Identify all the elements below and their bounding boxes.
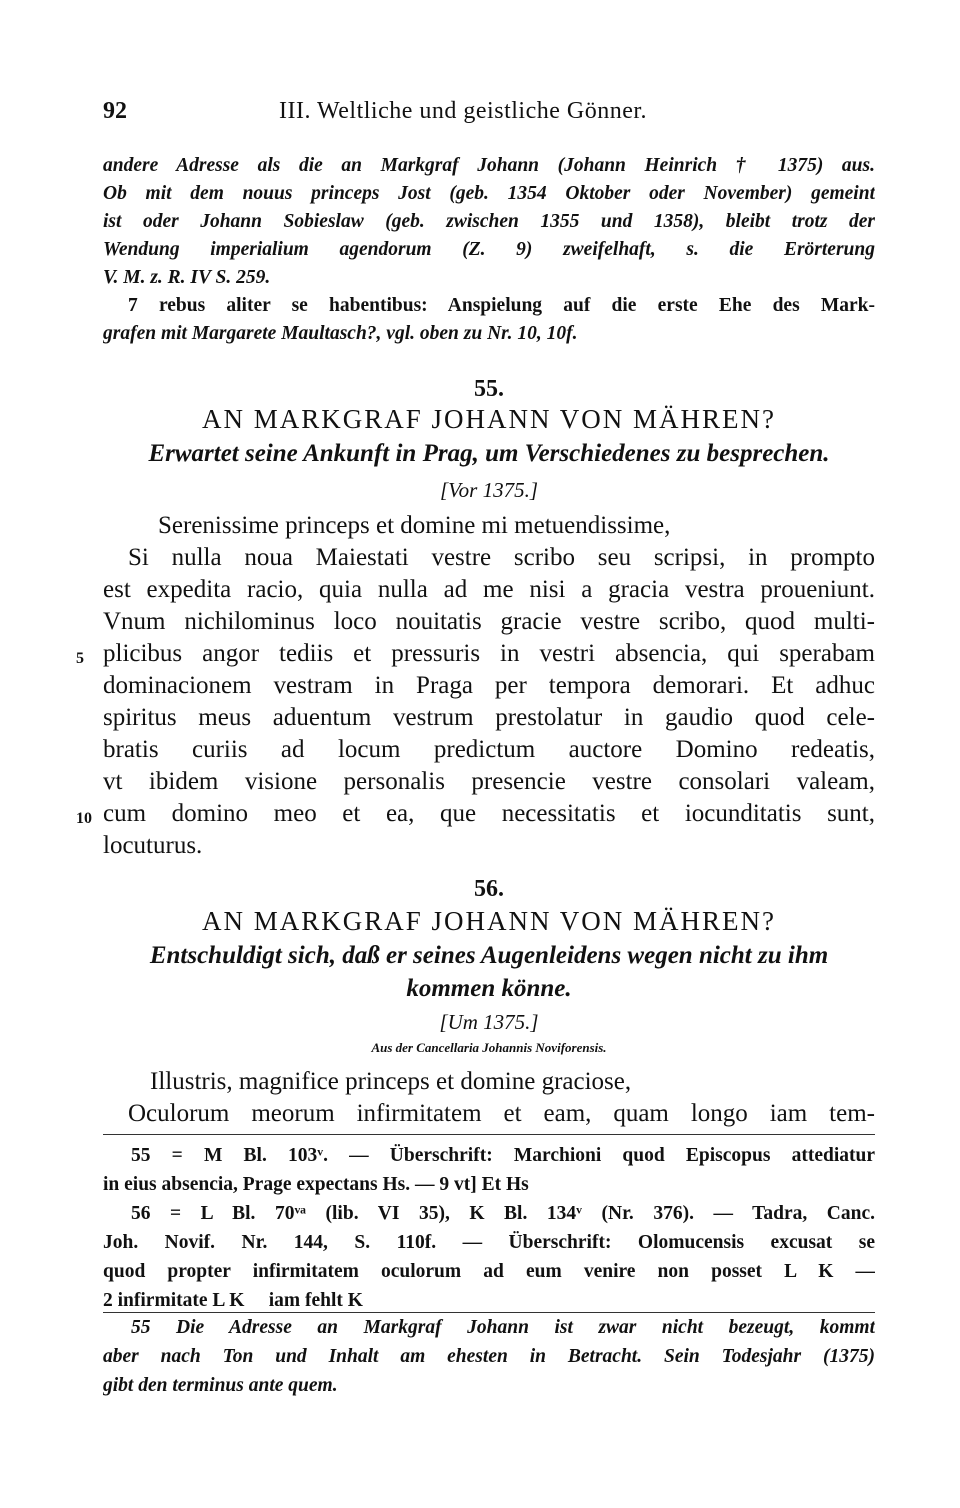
text-line: locuturus. <box>103 832 203 859</box>
text-line: Oculorum meorum infirmitatem et eam, quam longo iam tem- <box>128 1100 875 1127</box>
note-line: V. M. z. R. IV S. 259. <box>103 267 271 288</box>
text-line: Illustris, magnifice princeps et domine graciose, <box>150 1068 632 1095</box>
commentary-notes <box>103 1313 875 1400</box>
letter-56-regest: Entschuldigt sich, daß er seines Augenleidens wegen nicht zu ihm <box>149 942 829 969</box>
apparatus-line: in eius absencia, Prage expectans Hs. — 9 vt] Et Hs <box>103 1174 529 1195</box>
letter-55-date: [Vor 1375.] <box>439 478 539 502</box>
text-line: spiritus meus aduentum vestrum prestolatur in gaudio quod cele- <box>103 704 875 731</box>
text-line: cum domino meo et ea, que necessitatis et iocunditatis sunt, <box>103 800 875 827</box>
commentary-line: 55 Die Adresse an Markgraf Johann ist zwar nicht bezeugt, kommt <box>131 1317 875 1338</box>
apparatus-line: Joh. Novif. Nr. 144, S. 110f. — Überschrift: Olomucensis excusat se <box>103 1232 875 1253</box>
apparatus-line: 56 = L Bl. 70ᵛᵃ (lib. VI 35), K Bl. 134ᵛ (Nr. 376). — Tadra, Canc. <box>131 1203 875 1224</box>
text-line: plicibus angor tediis et pressuris in vestri absencia, qui sperabam <box>103 640 875 667</box>
text-line: vt ibidem visione personalis presencie vestre consolari valeam, <box>103 768 875 795</box>
commentary-line: gibt den terminus ante quem. <box>103 1375 338 1396</box>
running-header <box>103 98 875 134</box>
apparatus-line: 2 infirmitate L K iam fehlt K <box>103 1290 363 1311</box>
letter-56-text <box>103 1066 875 1130</box>
critical-apparatus <box>103 1141 875 1315</box>
text-line: bratis curiis ad locum predictum auctore Domino redeatis, <box>103 736 875 763</box>
letter-55-number: 55. <box>474 376 504 402</box>
letter-56-address: AN MARKGRAF JOHANN VON MÄHREN? <box>201 906 777 936</box>
apparatus-line: 55 = M Bl. 103ᵛ. — Überschrift: Marchioni quod Episcopus attediatur <box>131 1145 875 1166</box>
text-line: Si nulla noua Maiestati vestre scribo seu scripsi, in prompto <box>128 544 875 571</box>
text-line: est expedita racio, quia nulla ad me nisi a gracia vestra proueniunt. <box>103 576 875 603</box>
line-number: 10 <box>76 810 92 827</box>
letter-55-text <box>103 510 875 862</box>
note-line: 7 rebus aliter se habentibus: Anspielung auf die erste Ehe des Mark- <box>128 295 875 316</box>
letter-56-date: [Um 1375.] <box>439 1010 539 1034</box>
letter-56-number: 56. <box>474 876 504 902</box>
note-line: grafen mit Margarete Maultasch?, vgl. oben zu Nr. 10, 10f. <box>103 323 578 344</box>
top-note <box>103 152 875 348</box>
running-title: III. Weltliche und geistliche Gönner. <box>279 98 648 124</box>
page-number: 92 <box>103 98 127 124</box>
line-number: 5 <box>76 650 84 667</box>
note-line: andere Adresse als die an Markgraf Johann (Johann Heinrich † 1375) aus. <box>103 155 875 176</box>
text-line: dominacionem vestram in Praga per tempora demorari. Et adhuc <box>103 672 875 699</box>
apparatus-rule <box>103 1134 875 1135</box>
note-line: Wendung imperialium agendorum (Z. 9) zweifelhaft, s. die Erörterung <box>103 239 875 260</box>
text-line: Vnum nichilominus loco nouitatis gracie vestre scribo, quod multi- <box>103 608 875 635</box>
letter-56-regest: kommen könne. <box>406 975 572 1002</box>
letter-55-regest: Erwartet seine Ankunft in Prag, um Verschiedenes zu besprechen. <box>148 440 830 467</box>
letter-56-source: Aus der Cancellaria Johannis Noviforensis. <box>371 1040 607 1055</box>
commentary-line: aber nach Ton und Inhalt am ehesten in Betracht. Sein Todesjahr (1375) <box>103 1346 875 1367</box>
text-line: Serenissime princeps et domine mi metuendissime, <box>158 512 671 539</box>
letter-55-address: AN MARKGRAF JOHANN VON MÄHREN? <box>201 404 777 434</box>
apparatus-line: quod propter infirmitatem oculorum ad eum venire non posset L K — <box>103 1261 875 1282</box>
note-line: Ob mit dem nouus princeps Jost (geb. 1354 Oktober oder November) gemeint <box>103 183 875 204</box>
note-line: ist oder Johann Sobieslaw (geb. zwischen 1355 und 1358), bleibt trotz der <box>103 211 875 232</box>
